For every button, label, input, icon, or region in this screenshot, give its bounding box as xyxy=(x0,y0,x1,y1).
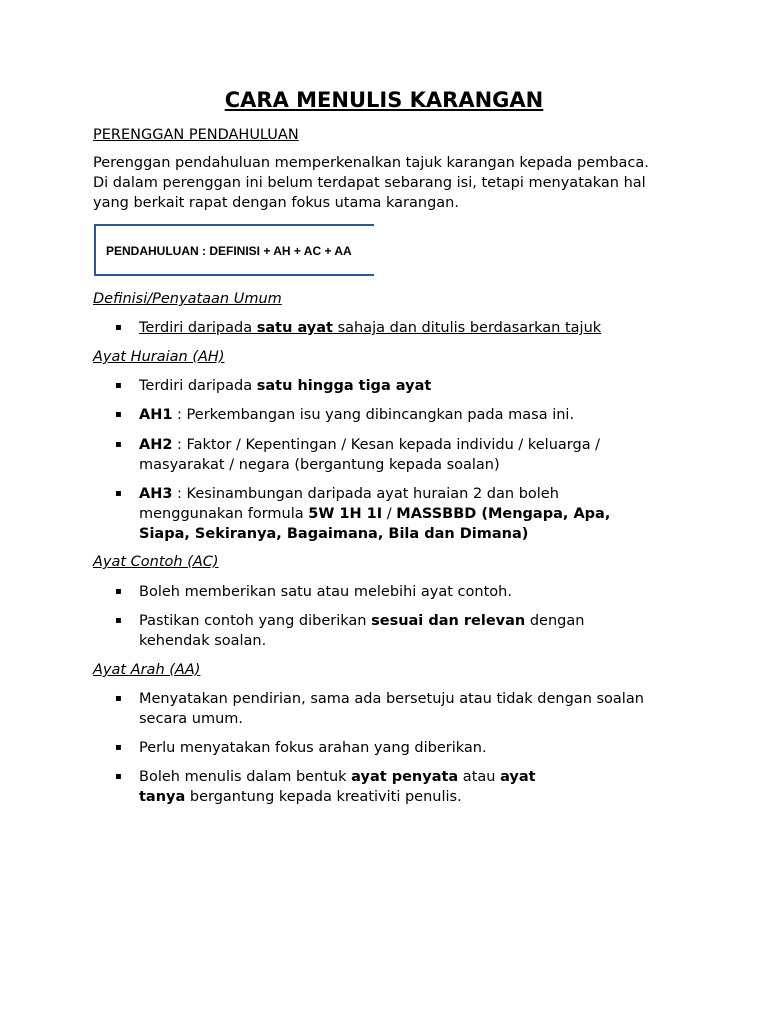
subheading-ayat-huraian: Ayat Huraian (AH) xyxy=(93,349,225,365)
intro-paragraph: Perenggan pendahuluan memperkenalkan tajuk karangan kepada pembaca. Di dalam perenggan ini belum terdapat sebarang isi, tetapi menyatakan hal yang berkait rapat dengan fokus utama karangan. xyxy=(93,155,649,211)
subheading-ayat-contoh: Ayat Contoh (AC) xyxy=(93,554,219,570)
list-item: ▪ Pastikan contoh yang diberikan sesuai dan relevan dengan kehendak soalan. xyxy=(115,613,585,649)
bullet-icon: ▪ xyxy=(115,439,122,450)
list-item: ▪ Boleh memberikan satu atau melebihi ayat contoh. xyxy=(115,584,512,600)
page-title: CARA MENULIS KARANGAN xyxy=(224,88,544,112)
bullet-icon: ▪ xyxy=(115,586,122,597)
bullet-icon: ▪ xyxy=(115,693,122,704)
item-text: Terdiri daripada satu ayat sahaja dan ditulis berdasarkan tajuk xyxy=(139,320,602,336)
list-item: ▪ Boleh menulis dalam bentuk ayat penyata atau ayat tanya bergantung kepada kreativiti penulis. xyxy=(115,769,536,805)
list-item xyxy=(115,318,649,338)
bullet-icon: ▪ xyxy=(115,742,122,753)
list-item: ▪ AH1 : Perkembangan isu yang dibincangkan pada masa ini. xyxy=(115,407,575,423)
list-item: ▪ AH3 : Kesinambungan daripada ayat huraian 2 dan boleh menggunakan formula 5W 1H 1I / MASSBBD (Mengapa, Apa, Siapa, Sekiranya, Bagaimana, Bila dan Dimana) xyxy=(115,486,611,542)
list-item: ▪ Terdiri daripada satu hingga tiga ayat xyxy=(115,378,432,394)
formula-box xyxy=(94,224,374,276)
list-item: ▪ AH2 : Faktor / Kepentingan / Kesan kepada individu / keluarga / masyarakat / negara (bergantung kepada soalan) xyxy=(115,437,601,473)
bullet-icon: ▪ xyxy=(115,409,122,420)
list-item: ▪ Menyatakan pendirian, sama ada bersetuju atau tidak dengan soalan secara umum. xyxy=(115,691,644,727)
section-heading: PERENGGAN PENDAHULUAN xyxy=(93,127,299,143)
bullet-icon: ▪ xyxy=(115,771,122,782)
bullet-icon: ▪ xyxy=(115,488,122,499)
bullet-icon: ▪ xyxy=(115,615,122,626)
bullet-icon: ▪ xyxy=(115,380,122,391)
subheading-ayat-arah: Ayat Arah (AA) xyxy=(93,662,201,678)
bullet-icon: ▪ xyxy=(115,322,122,333)
formula-text: PENDAHULUAN : DEFINISI + AH + AC + AA xyxy=(106,244,352,258)
list-item: ▪ Perlu menyatakan fokus arahan yang diberikan. xyxy=(115,740,487,756)
subheading-definisi: Definisi/Penyataan Umum xyxy=(93,291,282,307)
